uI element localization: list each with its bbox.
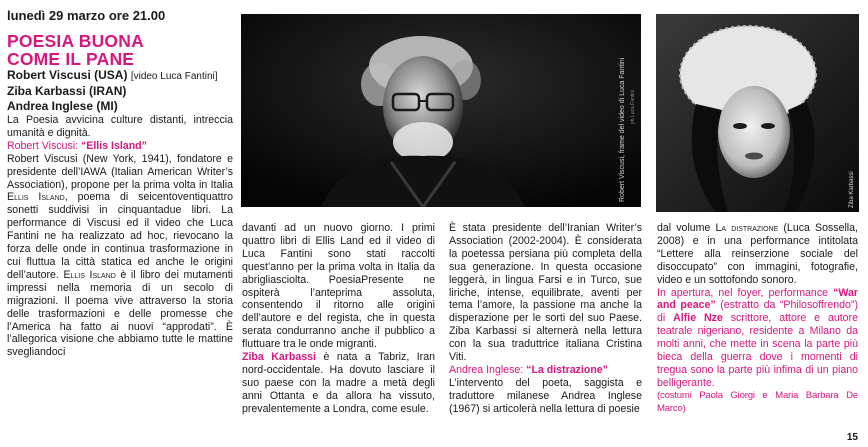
portrait-image	[656, 14, 859, 212]
viscusi-heading	[7, 140, 233, 153]
performer-inglese	[7, 99, 233, 114]
body-text: (estratto da “Philosoffrendo”) di	[657, 299, 858, 325]
column-3	[449, 222, 642, 416]
performer-viscusi	[7, 68, 233, 84]
viscusi-paragraph	[7, 153, 233, 360]
karbassi-name: Ziba Karbassi	[242, 351, 316, 364]
body-text: , poema di seicentoventiquattro sonetti suddivisi in cinquantadue libri. La performance di Viscusi ed il video che Luca Fantini ne ha realizzato ad hoc, rievocano la forza delle onde in continua trasformazione in cui fluttua la città statica ed anche le origini dell’autore.	[7, 191, 233, 281]
viscusi-work-title: “Ellis Island”	[81, 139, 147, 152]
body-text: (Luca Sossella, 2008) e in una performance intitolata “Lettere alla reinserzione sociale del disoccupato” con immagini, fotografie, video e un sottofondo sonoro.	[657, 222, 858, 286]
viscusi-label: Robert Viscusi:	[7, 139, 81, 152]
inglese-label: Andrea Inglese:	[449, 363, 527, 376]
photo-credit-2: Ziba Karbassi	[849, 171, 855, 208]
body-text: dal volume	[657, 222, 716, 234]
photo-credit-1: Robert Viscusi, frame del video di Luca Fantini	[619, 57, 626, 202]
performer-name: Robert Viscusi (USA)	[7, 68, 128, 82]
event-title-line-2: COME IL PANE	[7, 49, 135, 69]
alfie-nze-name: Alfie Nze	[673, 312, 723, 325]
photo-ziba-karbassi	[656, 14, 859, 212]
performer-name: Andrea Inglese (MI)	[7, 99, 118, 113]
inglese-paragraph-cont	[657, 222, 858, 287]
body-text: è nata a Tabriz, Iran nord-occidentale. Ha dovuto lasciare il suo paese con la madre a metà degli anni Ottanta e da allora ha vissuto, prevalentemente a Londra, come esule.	[242, 351, 435, 415]
page-number: 15	[846, 432, 858, 443]
performer-note: [video Luca Fantini]	[130, 71, 218, 82]
inglese-work-title: “La distrazione”	[526, 363, 608, 376]
body-text: scrittore, attore e autore teatrale nigeriano, residente a Milano da molti anni, che mette in scena la parte più bieca della guerra dove i momenti di tregua sono la parte più infima di un piano belligerante.	[657, 312, 858, 389]
column-4	[657, 222, 858, 416]
foyer-paragraph	[657, 287, 858, 390]
event-title	[7, 32, 233, 68]
lead-paragraph: La Poesia avvicina culture distanti, intreccia umanità e dignità.	[7, 114, 233, 139]
inglese-heading	[449, 364, 642, 377]
photo-robert-viscusi	[241, 14, 641, 207]
event-date: lunedì 29 marzo ore 21.00	[7, 8, 166, 23]
event-title-line-1: POESIA BUONA	[7, 31, 144, 51]
viscusi-paragraph-cont: davanti ad un nuovo giorno. I primi quattro libri di Ellis Land ed il video di Luca Fantini sono stati raccolti quest’anno per la prima volta in Italia da abrigliasciolta. PoesiaPresente ne ospiterà l’anteprima assoluta, consentendo il ritorno alle origini dell’autore e del regista, che in questa serata condurranno anche il pubblico a fluttuare tra le onde migranti.	[242, 222, 435, 351]
karbassi-paragraph-cont: È stata presidente dell’Iranian Writer’s Association (2002-2004). È considerata la poetessa persiana più completa della sua generazione. In questa occasione leggerà, in lingua Farsi e in Turco, sue liriche, intense, equilibrate, aventi per tema l’amore, la passione ma anche la disperazione per le sorti del suo Paese. Ziba Karbassi si alternerà nella lettura con la sua traduttrice italiana Cristina Viti.	[449, 222, 642, 364]
ellis-island-ref: Ellis Island	[63, 268, 116, 281]
performer-karbassi	[7, 84, 233, 99]
body-text: In apertura, nel foyer, performance	[657, 286, 834, 299]
column-1	[7, 8, 233, 359]
body-text: Robert Viscusi (New York, 1941), fondatore e presidente dell’IAWA (Italian American Writer’s Association), propone per la prima volta in Italia	[7, 152, 233, 191]
ellis-island-ref: Ellis Island	[7, 191, 65, 204]
karbassi-paragraph	[242, 351, 435, 416]
costumes-credit: (costumi Paola Giorgi e Maria Barbara De Marco)	[657, 389, 858, 414]
la-distrazione-ref: La distrazione	[715, 222, 779, 234]
war-and-peace-title: “War and peace”	[657, 286, 858, 312]
body-text: è il libro dei mutamenti impressi nella memoria di un secolo di migrazioni. Il poema vive attraverso la storia delle trasformazioni e delle promesse che l’America ha fatto ai nuovi “approdati”. È l’allegorica visione che abbiamo tutte le mattine svegliandoci	[7, 268, 233, 359]
portrait-image	[241, 14, 641, 207]
column-2	[242, 222, 435, 416]
performer-name: Ziba Karbassi (IRAN)	[7, 84, 127, 98]
photo-credit-1b: ph Luca Fantini	[630, 89, 636, 124]
inglese-paragraph: L’intervento del poeta, saggista e traduttore milanese Andrea Inglese (1967) si articolerà nella lettura di poesie	[449, 376, 642, 415]
